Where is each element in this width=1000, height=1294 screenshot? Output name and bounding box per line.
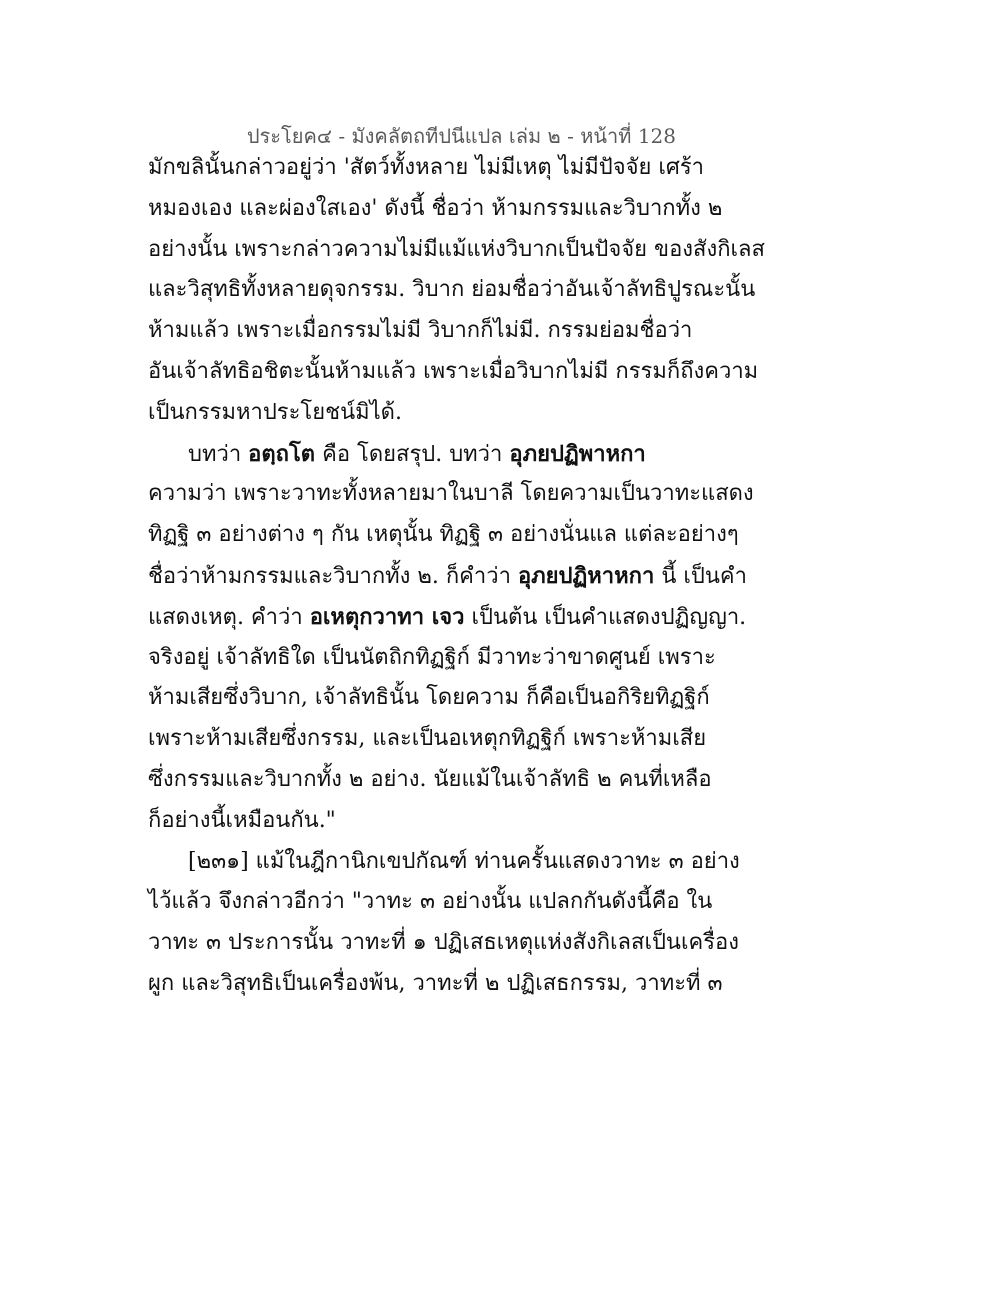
pali-term: อุภยปฏิพาหกา	[509, 440, 646, 467]
text-line: มักขลินั้นกล่าวอยู่ว่า 'สัตว์ทั้งหลาย ไม่มีเหตุ ไม่มีปัจจัย เศร้า	[148, 155, 705, 180]
pali-term: อเหตุกวาทา เจว	[309, 603, 465, 630]
text-line	[148, 556, 747, 597]
text-line: ห้ามเสียซึ่งวิบาก, เจ้าลัทธินั้น โดยความ ก็คือเป็นอกิริยทิฏฐิก์	[148, 685, 710, 711]
body-text	[148, 148, 765, 1005]
text-line: วาทะ ๓ ประการนั้น วาทะที่ ๑ ปฏิเสธเหตุแห่งสังกิเลสเป็นเครื่อง	[148, 930, 739, 956]
text-run: นี้ เป็นคำ	[654, 563, 747, 589]
text-line: ทิฏฐิ ๓ อย่างต่าง ๆ กัน เหตุนั้น ทิฏฐิ ๓ อย่างนั่นแล แต่ละอย่างๆ	[148, 522, 739, 548]
pali-term: อุภยปฏิหาหกา	[517, 562, 655, 589]
text-run: คือ โดยสรุป. บทว่า	[315, 441, 510, 467]
paragraph-start-line	[148, 434, 708, 475]
text-line: อันเจ้าลัทธิอชิตะนั้นห้ามแล้ว เพราะเมื่อวิบากไม่มี กรรมก็ถึงความ	[148, 358, 759, 384]
text-run: แสดงเหตุ. คำว่า	[148, 604, 310, 630]
text-run: บทว่า	[188, 441, 249, 467]
text-line	[148, 597, 747, 638]
text-run: เป็นต้น เป็นคำแสดงปฏิญญา.	[464, 604, 747, 630]
text-line: ความว่า เพราะวาทะทั้งหลายมาในบาลี โดยความเป็นวาทะแสดง	[148, 481, 754, 507]
text-line: และวิสุทธิทั้งหลายดุจกรรม. วิบาก ย่อมชื่อว่าอันเจ้าลัทธิปูรณะนั้น	[148, 277, 756, 303]
text-line: ห้ามแล้ว เพราะเมื่อกรรมไม่มี วิบากก็ไม่มี. กรรมย่อมชื่อว่า	[148, 318, 693, 344]
text-line: อย่างนั้น เพราะกล่าวความไม่มีแม้แห่งวิบากเป็นปัจจัย ของสังกิเลส	[148, 236, 765, 262]
text-line: เพราะห้ามเสียซึ่งกรรม, และเป็นอเหตุกทิฏฐิก์ เพราะห้ามเสีย	[148, 726, 707, 752]
text-line: เป็นกรรมหาประโยชน์มิได้.	[148, 399, 402, 425]
text-line: ไว้แล้ว จึงกล่าวอีกว่า "วาทะ ๓ อย่างนั้น แปลกกันดังนี้คือ ใน	[148, 889, 713, 915]
text-line: ผูก และวิสุทธิเป็นเครื่องพ้น, วาทะที่ ๒ ปฏิเสธกรรม, วาทะที่ ๓	[148, 970, 723, 996]
pali-term: อตฺถโต	[248, 440, 316, 467]
text-line: ซึ่งกรรมและวิบากทั้ง ๒ อย่าง. นัยแม้ในเจ้าลัทธิ ๒ คนที่เหลือ	[148, 766, 712, 792]
text-run: ชื่อว่าห้ามกรรมและวิบากทั้ง ๒. ก็คำว่า	[148, 563, 518, 589]
text-line: ก็อย่างนี้เหมือนกัน."	[148, 807, 336, 833]
text-line: จริงอยู่ เจ้าลัทธิใด เป็นนัตถิกทิฏฐิก์ มีวาทะว่าขาดศูนย์ เพราะ	[148, 644, 716, 670]
text-line: หมองเอง และผ่องใสเอง' ดังนี้ ชื่อว่า ห้ามกรรมและวิบากทั้ง ๒	[148, 195, 723, 221]
page-header: ประโยค๔ - มังคลัตถทีปนีแปล เล่ม ๒ - หน้าที่ 128	[246, 124, 676, 148]
paragraph-start-line: [๒๓๑] แม้ในฎีกานิกเขปกัณฑ์ ท่านครั้นแสดงวาทะ ๓ อย่าง	[188, 848, 740, 874]
